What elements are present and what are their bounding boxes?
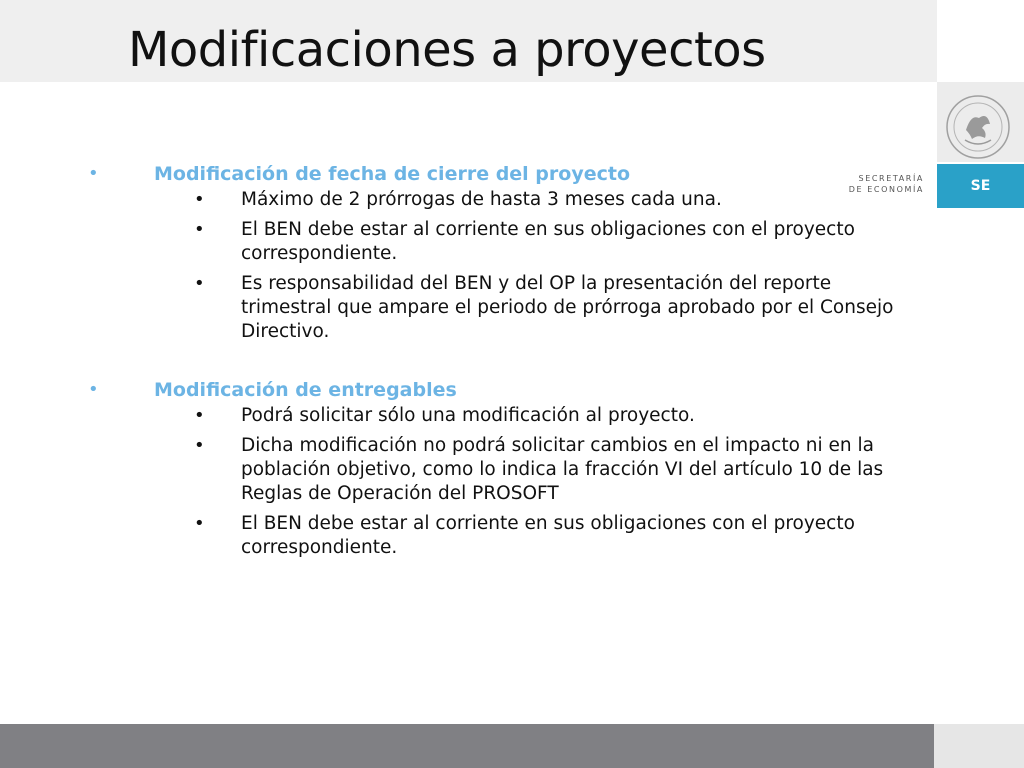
bullet-icon: • [194,273,205,294]
list-item [0,512,937,566]
section-heading [0,376,937,404]
bullet-icon: • [194,219,205,240]
list-item-text: Dicha modificación no podrá solicitar cambios en el impacto ni en la población objetivo, como lo indica la fracción VI del artículo 10 de las Reglas de Operación del PROSOFT [241,435,884,504]
footer-bar [0,724,934,768]
section-close-date [0,160,937,350]
list-item-text: Máximo de 2 prórrogas de hasta 3 meses cada una. [241,189,722,210]
list-item [0,272,937,350]
bullet-icon: • [194,513,205,534]
section-deliverables [0,376,937,566]
list-item-text: Es responsabilidad del BEN y del OP la presentación del reporte trimestral que ampare el periodo de prórroga aprobado por el Consejo Directivo. [241,273,894,342]
section-heading-text: Modificación de fecha de cierre del proyecto [154,163,631,185]
slide-title: Modificaciones a proyectos [128,22,766,78]
ministry-name-line1: SECRETARÍA [858,174,924,183]
bullet-icon: • [88,379,99,400]
list-item-text: El BEN debe estar al corriente en sus obligaciones con el proyecto correspondiente. [241,513,855,558]
section-heading-text: Modificación de entregables [154,379,457,401]
list-item-text: El BEN debe estar al corriente en sus obligaciones con el proyecto correspondiente. [241,219,855,264]
list-item-text: Podrá solicitar sólo una modificación al proyecto. [241,405,695,426]
slide-body [0,160,937,592]
list-item [0,188,937,218]
se-badge: SE [937,164,1024,208]
list-item [0,434,937,512]
bullet-icon: • [88,163,99,184]
bullet-icon: • [194,189,205,210]
bullet-icon: • [194,435,205,456]
section-heading [0,160,937,188]
ministry-name-line2: DE ECONOMÍA [848,185,924,194]
list-item [0,404,937,434]
bullet-icon: • [194,405,205,426]
footer-corner [934,724,1024,768]
national-seal-logo [935,90,1021,164]
list-item [0,218,937,272]
